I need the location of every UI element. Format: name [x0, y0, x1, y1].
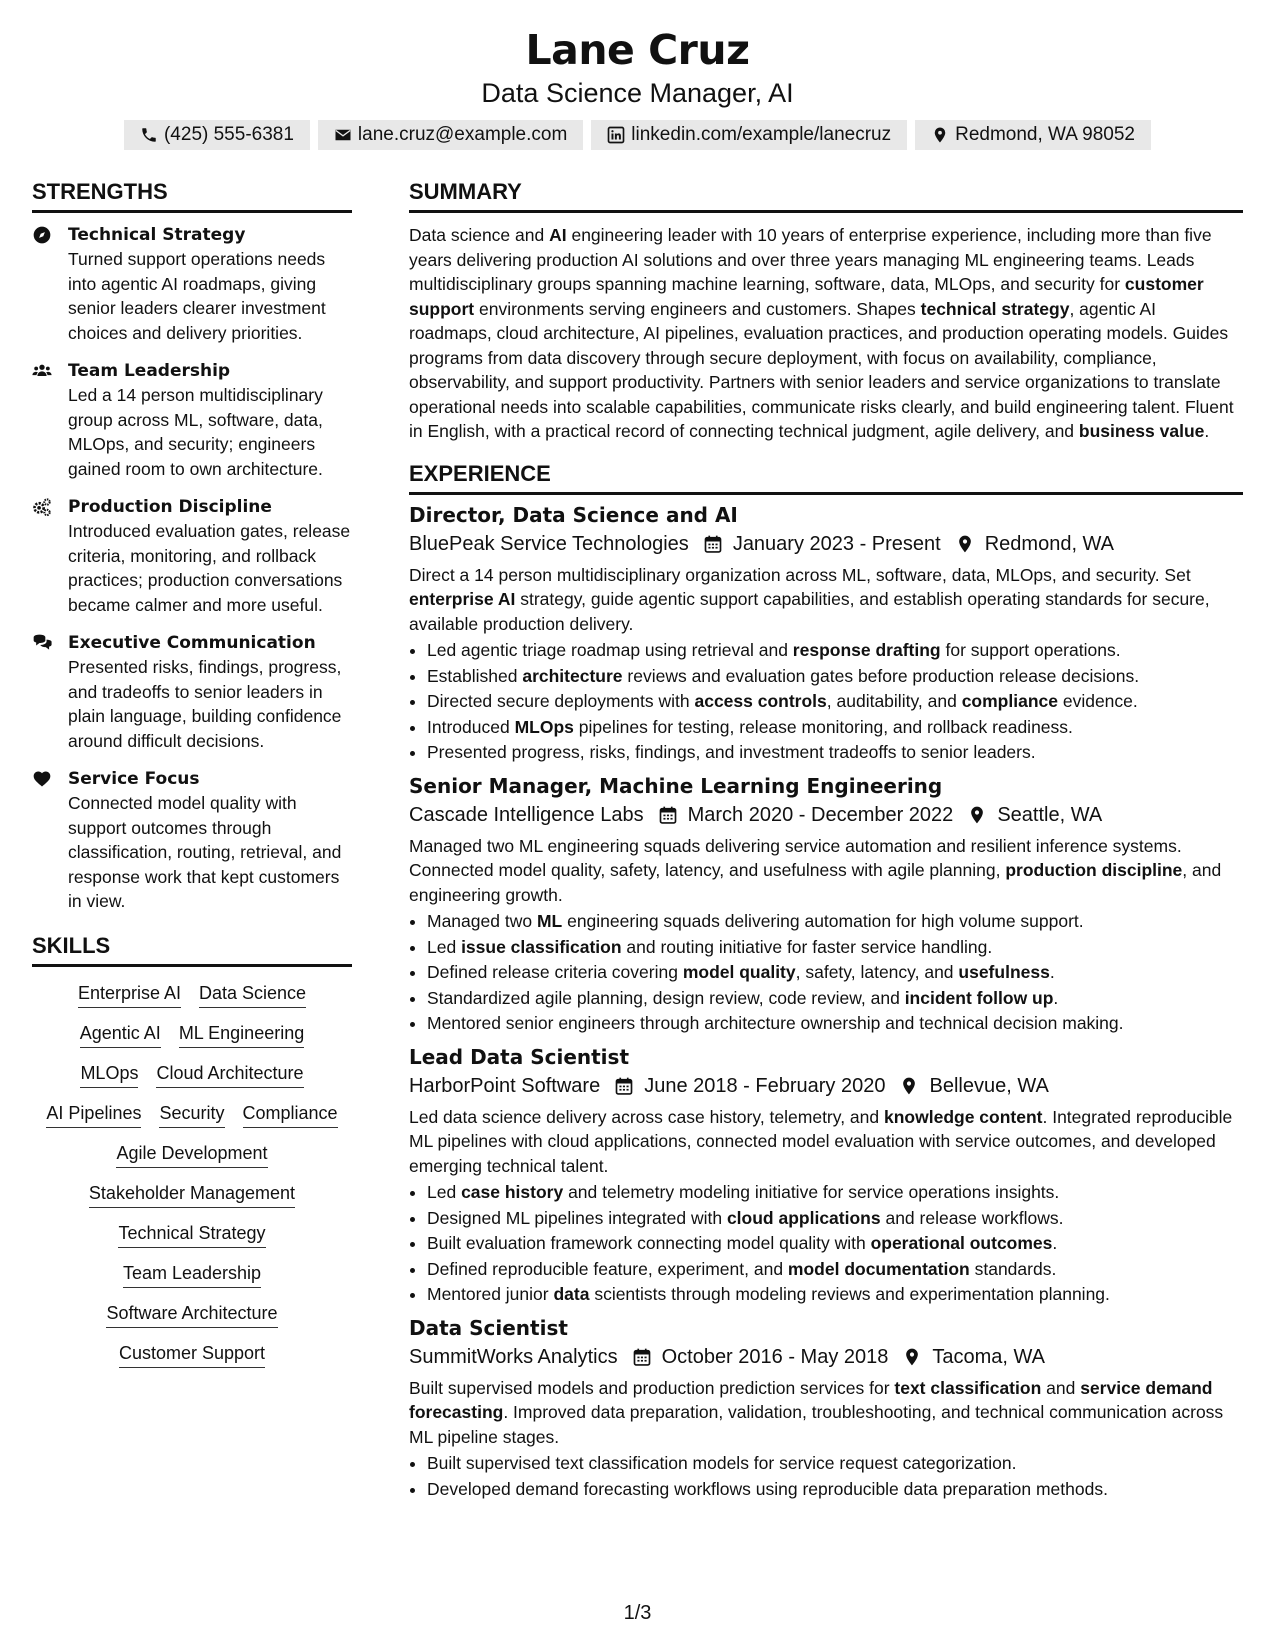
job-title: Data Scientist: [409, 1315, 568, 1340]
bold-keyword: customer support: [409, 274, 1204, 319]
users-icon: [32, 361, 52, 381]
skill-row: [80, 1061, 303, 1088]
text-run: , auditability, and: [826, 691, 962, 711]
skills-heading: SKILLS: [32, 932, 352, 967]
skill-row: [118, 1221, 265, 1248]
text-run: Designed ML pipelines integrated with: [427, 1207, 727, 1228]
candidate-title: Data Science Manager, AI: [481, 78, 794, 108]
job-bullets: [409, 1180, 1243, 1308]
contact-text: linkedin.com/example/lanecruz: [631, 124, 892, 145]
map-pin-icon: [902, 1347, 922, 1367]
job-description: [409, 563, 1243, 637]
job-meta: [409, 529, 1243, 559]
text-run: for support operations.: [940, 640, 1121, 660]
bold-keyword: model quality: [682, 962, 796, 982]
text-run: Led: [427, 936, 462, 957]
bullet-item: [427, 1477, 1243, 1503]
strength-title: Production Discipline: [68, 497, 272, 517]
text-run: Data science and: [409, 225, 550, 245]
text-run: , and engineering growth.: [409, 860, 1222, 905]
calendar-icon: [703, 534, 723, 554]
bullet-item: [427, 715, 1243, 741]
text-run: engineering squads delivering automation for high volume support.: [562, 911, 1084, 931]
skill-tag: Data Science: [199, 981, 306, 1008]
text-run: Led: [427, 1182, 462, 1202]
text-run: Defined release criteria covering: [427, 962, 683, 982]
job-entry: [409, 772, 1243, 1037]
summary-heading: SUMMARY: [409, 178, 1243, 213]
right-column: [409, 178, 1243, 1508]
left-column: [32, 178, 352, 1508]
strength-desc: Presented risks, findings, progress, and tradeoffs to senior leaders in plain language, building confidence around difficult decisions.: [68, 657, 342, 751]
text-run: Established: [427, 665, 523, 686]
skill-tag: MLOps: [80, 1061, 138, 1088]
skill-row: [80, 1021, 304, 1048]
bullet-item: [427, 1282, 1243, 1308]
text-run: Direct a 14 person multidisciplinary organization across ML, software, data, MLOps, and security. Set: [409, 564, 1191, 585]
comments-icon: [32, 633, 52, 653]
skill-tag: ML Engineering: [179, 1021, 304, 1048]
contact-text: (425) 555-6381: [163, 124, 294, 145]
text-run: Built supervised models and production prediction services for: [409, 1377, 895, 1398]
map-pin-icon: [967, 805, 987, 825]
text-run: Standardized agile planning, design review, code review, and: [427, 987, 905, 1008]
text-run: reviews and evaluation gates before production release decisions.: [622, 665, 1140, 686]
strength-desc: Connected model quality with support outcomes through classification, routing, retrieval, and response work that kept customers in view.: [68, 793, 342, 911]
text-run: environments serving engineers and customers. Shapes: [474, 298, 921, 319]
job-company: HarborPoint Software: [409, 1074, 601, 1097]
job-description: [409, 1105, 1243, 1179]
skill-row: [89, 1181, 295, 1208]
text-run: evidence.: [1057, 691, 1138, 711]
job-bullets: [409, 1451, 1243, 1502]
text-run: Mentored junior: [427, 1284, 554, 1304]
skill-tag: Agile Development: [116, 1141, 267, 1168]
calendar-icon: [632, 1347, 652, 1367]
bold-keyword: cloud applications: [726, 1207, 881, 1228]
text-run: , safety, latency, and: [795, 962, 959, 982]
bullet-item: [427, 638, 1243, 664]
contact-bar: [0, 120, 1275, 150]
strength-item: [32, 767, 352, 914]
text-run: Mentored senior engineers through architecture ownership and technical decision making.: [427, 1013, 1124, 1033]
job-meta: [409, 1071, 1243, 1101]
text-run: . Improved data preparation, validation, troubleshooting, and technical communication across ML pipeline stages.: [409, 1402, 1224, 1447]
bold-keyword: MLOps: [514, 716, 574, 737]
text-run: Presented progress, risks, findings, and investment tradeoffs to senior leaders.: [427, 742, 1036, 762]
skill-tag: Software Architecture: [106, 1301, 277, 1328]
bullet-item: [427, 740, 1243, 766]
strength-item: [32, 359, 352, 481]
job-entry: [409, 1314, 1243, 1503]
bold-keyword: enterprise AI: [409, 589, 516, 609]
bold-keyword: production discipline: [1005, 860, 1183, 880]
job-company: Cascade Intelligence Labs: [409, 803, 644, 826]
job-description: [409, 1376, 1243, 1450]
text-run: , agentic AI roadmaps, cloud architecture, AI pipelines, evaluation practices, and production operating models. Guides programs from data discovery through secure deployment, with focus on availability, compliance, observability, and support productivity. Partners with senior leaders and service organizations to translate operational needs into scalable capabilities, communicate risks clearly, and build engineering talent. Fluent in English, with a practical record of connecting technical judgment, agile delivery, and: [409, 298, 1234, 441]
skill-tag: Stakeholder Management: [89, 1181, 295, 1208]
strength-item: [32, 631, 352, 753]
text-run: strategy, guide agentic support capabilities, and establish operating standards for secure, available production delivery.: [409, 589, 1210, 634]
map-pin-icon: [899, 1076, 919, 1096]
strength-title: Team Leadership: [68, 361, 231, 381]
job-location: Tacoma, WA: [932, 1345, 1045, 1368]
text-run: Built supervised text classification models for service request categorization.: [427, 1453, 1017, 1473]
strength-desc: Turned support operations needs into agentic AI roadmaps, giving senior leaders clearer investment choices and delivery priorities.: [68, 249, 326, 343]
heart-icon: [32, 769, 52, 789]
skill-row: [78, 981, 306, 1008]
text-run: and routing initiative for faster service handling.: [621, 936, 993, 957]
job-location: Redmond, WA: [984, 532, 1115, 555]
skill-row: [46, 1101, 337, 1128]
bold-keyword: knowledge content: [884, 1106, 1043, 1127]
job-dates: March 2020 - December 2022: [687, 803, 954, 826]
skill-row: [119, 1341, 265, 1368]
text-run: Developed demand forecasting workflows using reproducible data preparation methods.: [427, 1478, 1108, 1499]
contact-linkedin[interactable]: [591, 120, 907, 150]
experience-heading: EXPERIENCE: [409, 460, 1243, 495]
text-run: pipelines for testing, release monitoring, and rollback readiness.: [573, 716, 1073, 737]
page-number: 1/3: [623, 1602, 652, 1624]
skill-row: [123, 1261, 261, 1288]
text-run: Managed two ML engineering squads delivering service automation and resilient inference systems. Connected model quality, safety, latency, and usefulness with agile planning,: [409, 835, 1182, 880]
bold-keyword: compliance: [961, 691, 1058, 711]
skills-list: [32, 981, 352, 1368]
text-run: and release workflows.: [880, 1207, 1064, 1228]
resume-header: [0, 0, 1275, 150]
bullet-item: [427, 960, 1243, 986]
experience-list: [409, 501, 1243, 1503]
bold-keyword: incident follow up: [904, 987, 1054, 1008]
bold-keyword: access controls: [694, 691, 827, 711]
job-meta: [409, 800, 1243, 830]
gears-icon: [32, 497, 52, 517]
bullet-item: [427, 689, 1243, 715]
bold-keyword: data: [553, 1284, 590, 1304]
bold-keyword: AI: [549, 225, 567, 245]
strength-item: [32, 223, 352, 345]
map-pin-icon: [931, 126, 949, 144]
bullet-item: [427, 1206, 1243, 1232]
bold-keyword: business value: [1078, 421, 1205, 441]
strength-item: [32, 495, 352, 617]
skill-row: [116, 1141, 267, 1168]
bold-keyword: ML: [536, 911, 563, 931]
strength-desc: Led a 14 person multidisciplinary group across ML, software, data, MLOps, and security; engineers gained room to own architecture.: [68, 385, 323, 479]
job-meta: [409, 1342, 1243, 1372]
candidate-name: Lane Cruz: [525, 26, 750, 74]
job-entry: [409, 501, 1243, 766]
bold-keyword: text classification: [894, 1377, 1042, 1398]
bullet-item: [427, 986, 1243, 1012]
job-dates: October 2016 - May 2018: [661, 1345, 889, 1368]
bold-keyword: operational outcomes: [870, 1233, 1053, 1253]
skill-tag: Compliance: [243, 1101, 338, 1128]
calendar-icon: [614, 1076, 634, 1096]
job-company: BluePeak Service Technologies: [409, 532, 689, 555]
job-company: SummitWorks Analytics: [409, 1345, 618, 1368]
contact-phone[interactable]: [124, 120, 310, 150]
envelope-icon: [334, 126, 352, 144]
skill-tag: Cloud Architecture: [156, 1061, 303, 1088]
text-run: Managed two: [427, 911, 537, 931]
text-run: Built evaluation framework connecting model quality with: [427, 1233, 871, 1253]
bullet-item: [427, 1180, 1243, 1206]
text-run: Introduced: [427, 716, 515, 737]
job-title: Director, Data Science and AI: [409, 502, 738, 527]
bold-keyword: technical strategy: [920, 298, 1070, 319]
text-run: .: [1052, 1233, 1058, 1253]
skill-tag: AI Pipelines: [46, 1101, 141, 1128]
bold-keyword: case history: [461, 1182, 564, 1202]
job-bullets: [409, 638, 1243, 766]
strengths-heading: STRENGTHS: [32, 178, 352, 213]
job-location: Bellevue, WA: [929, 1074, 1049, 1097]
job-dates: June 2018 - February 2020: [644, 1074, 886, 1097]
bold-keyword: response drafting: [792, 640, 941, 660]
text-run: engineering leader with 10 years of enterprise experience, including more than five years delivering production AI solutions and over three years managing ML engineering teams. Leads multidisciplinary groups spanning machine learning, software, data, MLOps, and security for: [409, 225, 1212, 294]
job-bullets: [409, 909, 1243, 1037]
job-location: Seattle, WA: [997, 803, 1103, 826]
bullet-item: [427, 909, 1243, 935]
phone-icon: [140, 126, 158, 144]
text-run: .: [1049, 962, 1055, 982]
bullet-item: [427, 1231, 1243, 1257]
bold-keyword: architecture: [522, 665, 623, 686]
text-run: Led agentic triage roadmap using retrieval and: [427, 640, 793, 660]
summary-text: [409, 223, 1243, 444]
skill-tag: Team Leadership: [123, 1261, 261, 1288]
bold-keyword: model documentation: [787, 1258, 970, 1279]
bullet-item: [427, 1257, 1243, 1283]
strength-title: Service Focus: [68, 769, 200, 789]
text-run: Defined reproducible feature, experiment, and: [427, 1258, 788, 1279]
text-run: Directed secure deployments with: [427, 691, 695, 711]
contact-location: [915, 120, 1151, 150]
job-title: Senior Manager, Machine Learning Engineering: [409, 773, 943, 798]
calendar-icon: [658, 805, 678, 825]
text-run: . Integrated reproducible ML pipelines with cloud applications, connected model evaluation with service outcomes, and developed emerging technical talent.: [409, 1106, 1233, 1176]
job-title: Lead Data Scientist: [409, 1044, 629, 1069]
strength-title: Technical Strategy: [68, 225, 246, 245]
skill-tag: Enterprise AI: [78, 981, 181, 1008]
contact-text: Redmond, WA 98052: [955, 124, 1135, 145]
bullet-item: [427, 935, 1243, 961]
bold-keyword: issue classification: [461, 936, 622, 957]
job-description: [409, 834, 1243, 908]
linkedin-icon: [607, 126, 625, 144]
job-entry: [409, 1043, 1243, 1308]
contact-email[interactable]: [318, 120, 583, 150]
text-run: and: [1041, 1377, 1081, 1398]
skill-tag: Customer Support: [119, 1341, 265, 1368]
contact-text: lane.cruz@example.com: [357, 124, 568, 145]
bold-keyword: usefulness: [958, 962, 1050, 982]
skill-row: [106, 1301, 277, 1328]
strength-desc: Introduced evaluation gates, release criteria, monitoring, and rollback practices; production conversations became calmer and more useful.: [68, 521, 351, 615]
skill-tag: Agentic AI: [80, 1021, 161, 1048]
text-run: .: [1204, 421, 1210, 441]
job-dates: January 2023 - Present: [732, 532, 941, 555]
text-run: .: [1053, 987, 1059, 1008]
text-run: Led data science delivery across case history, telemetry, and: [409, 1106, 884, 1127]
bullet-item: [427, 1011, 1243, 1037]
bullet-item: [427, 664, 1243, 690]
bold-keyword: service demand forecasting: [409, 1377, 1213, 1422]
skill-tag: Technical Strategy: [118, 1221, 265, 1248]
strength-title: Executive Communication: [68, 633, 316, 653]
text-run: and telemetry modeling initiative for service operations insights.: [563, 1182, 1060, 1202]
compass-icon: [32, 225, 52, 245]
skill-tag: Security: [159, 1101, 224, 1128]
bullet-item: [427, 1451, 1243, 1477]
text-run: standards.: [969, 1258, 1057, 1279]
map-pin-icon: [955, 534, 975, 554]
text-run: scientists through modeling reviews and experimentation planning.: [589, 1284, 1110, 1304]
